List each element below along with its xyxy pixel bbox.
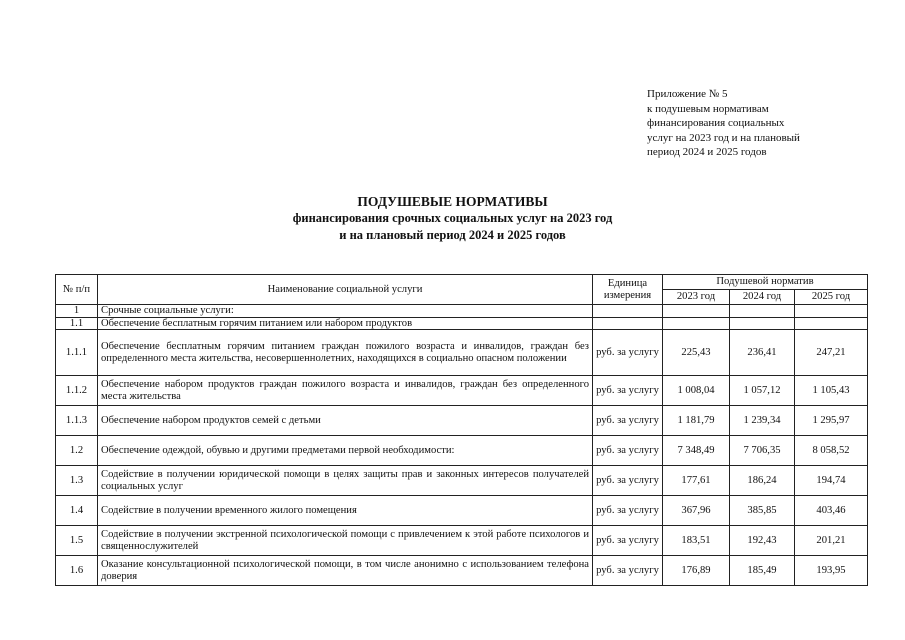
row-num: 1.1.1: [56, 330, 98, 376]
table-row: [56, 406, 868, 436]
row-num: 1.4: [56, 496, 98, 526]
header-2025: 2025 год: [795, 290, 868, 305]
header-norm: Подушевой норматив: [663, 275, 868, 290]
appendix-line: услуг на 2023 год и на плановый: [647, 131, 800, 144]
row-num: 1: [56, 305, 98, 318]
row-2024: 1 239,34: [730, 406, 795, 436]
row-2023: 7 348,49: [663, 436, 730, 466]
row-2024: 192,43: [730, 526, 795, 556]
row-name: Обеспечение одеждой, обувью и другими предметами первой необходимости:: [98, 436, 593, 466]
row-unit: руб. за услугу: [593, 526, 663, 556]
row-num: 1.2: [56, 436, 98, 466]
title-line-3: и на плановый период 2024 и 2025 годов: [339, 228, 566, 242]
row-unit: [593, 305, 663, 318]
row-name: Оказание консультационной психологической помощи, в том числе анонимно с использованием телефона доверия: [98, 556, 593, 586]
table-row: [56, 466, 868, 496]
row-2023: 183,51: [663, 526, 730, 556]
row-2024: 186,24: [730, 466, 795, 496]
row-unit: руб. за услугу: [593, 406, 663, 436]
row-2023: 367,96: [663, 496, 730, 526]
title-line-2: финансирования срочных социальных услуг на 2023 год: [292, 211, 613, 225]
header-unit: Единица измерения: [593, 275, 663, 305]
row-2025: 8 058,52: [795, 436, 868, 466]
table-row: [56, 526, 868, 556]
table-row: [56, 330, 868, 376]
appendix-line: период 2024 и 2025 годов: [647, 146, 767, 159]
row-unit: руб. за услугу: [593, 466, 663, 496]
row-name: Обеспечение набором продуктов граждан пожилого возраста и инвалидов, граждан без определенного места жительства: [98, 376, 593, 406]
row-2023: 225,43: [663, 330, 730, 376]
row-num: 1.6: [56, 556, 98, 586]
row-2025: 194,74: [795, 466, 868, 496]
row-2023: 176,89: [663, 556, 730, 586]
row-2024: 236,41: [730, 330, 795, 376]
row-2025: 193,95: [795, 556, 868, 586]
table-row: [56, 556, 868, 586]
row-2024: 385,85: [730, 496, 795, 526]
row-2025: 1 105,43: [795, 376, 868, 406]
row-unit: руб. за услугу: [593, 556, 663, 586]
row-name: Срочные социальные услуги:: [98, 305, 593, 318]
row-num: 1.5: [56, 526, 98, 556]
row-2023: [663, 317, 730, 330]
row-2024: [730, 317, 795, 330]
row-2025: 201,21: [795, 526, 868, 556]
row-name: Обеспечение набором продуктов семей с детьми: [98, 406, 593, 436]
row-2025: 247,21: [795, 330, 868, 376]
table-row: [56, 305, 868, 318]
row-num: 1.1: [56, 317, 98, 330]
table-row: [56, 436, 868, 466]
row-2024: [730, 305, 795, 318]
header-2023: 2023 год: [663, 290, 730, 305]
row-num: 1.1.3: [56, 406, 98, 436]
appendix-line: финансирования социальных: [647, 117, 785, 130]
row-unit: руб. за услугу: [593, 496, 663, 526]
table-row: [56, 496, 868, 526]
row-2023: [663, 305, 730, 318]
row-2023: 1 008,04: [663, 376, 730, 406]
row-unit: руб. за услугу: [593, 436, 663, 466]
header-name: Наименование социальной услуги: [98, 275, 593, 305]
table-row: [56, 376, 868, 406]
row-name: Обеспечение бесплатным горячим питанием граждан пожилого возраста и инвалидов, граждан без определенного места жительства, несовершеннолетних, находящихся в социально опасном положении: [98, 330, 593, 376]
row-2024: 1 057,12: [730, 376, 795, 406]
title-line-1: ПОДУШЕВЫЕ НОРМАТИВЫ: [357, 194, 548, 209]
norms-table: [55, 274, 868, 586]
row-name: Содействие в получении юридической помощи в целях защиты прав и законных интересов получателей социальных услуг: [98, 466, 593, 496]
row-2023: 1 181,79: [663, 406, 730, 436]
appendix-note: [647, 87, 800, 160]
header-num: № п/п: [56, 275, 98, 305]
row-unit: руб. за услугу: [593, 330, 663, 376]
header-2024: 2024 год: [730, 290, 795, 305]
row-num: 1.3: [56, 466, 98, 496]
appendix-line: Приложение № 5: [647, 88, 728, 100]
row-2025: 403,46: [795, 496, 868, 526]
document-title: [0, 193, 905, 244]
row-num: 1.1.2: [56, 376, 98, 406]
row-unit: руб. за услугу: [593, 376, 663, 406]
row-2025: [795, 305, 868, 318]
table-row: [56, 317, 868, 330]
row-name: Обеспечение бесплатным горячим питанием или набором продуктов: [98, 317, 593, 330]
row-2023: 177,61: [663, 466, 730, 496]
row-2024: 185,49: [730, 556, 795, 586]
row-name: Содействие в получении экстренной психологической помощи с привлечением к этой работе психологов и священнослужителей: [98, 526, 593, 556]
row-unit: [593, 317, 663, 330]
row-2025: [795, 317, 868, 330]
row-2024: 7 706,35: [730, 436, 795, 466]
appendix-line: к подушевым нормативам: [647, 102, 769, 115]
row-2025: 1 295,97: [795, 406, 868, 436]
row-name: Содействие в получении временного жилого помещения: [98, 496, 593, 526]
